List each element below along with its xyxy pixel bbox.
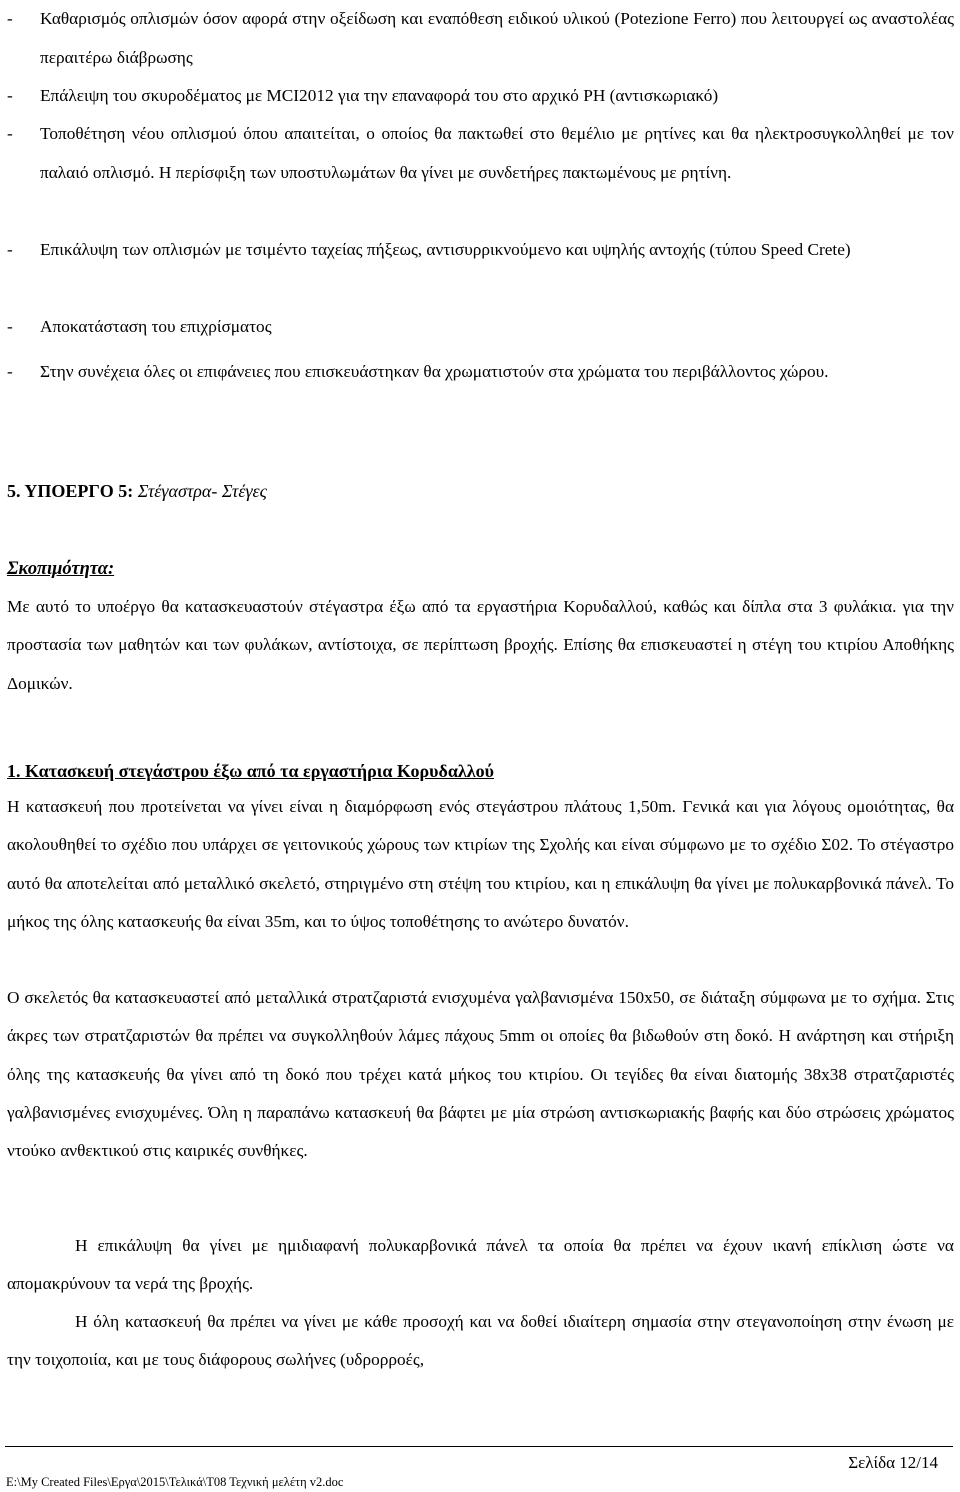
section-number: 5. ΥΠΟΕΡΓΟ 5: [7,481,134,501]
purpose-paragraph: Με αυτό το υποέργο θα κατασκευαστούν στέγαστρα έξω από τα εργαστήρια Κορυδαλλού, καθώς και δίπλα στα 3 φυλάκια. για την προστασία των μαθητών και των φυλάκων, αντίστοιχα, σε περίπτωση βροχής. Επίσης θα επισκευαστεί η στέγη του κτιρίου Αποθήκης Δομικών. [7,597,954,693]
bullet-text: Επικάλυψη των οπλισμών με τσιμέντο ταχείας πήξεως, αντισυρρικνούμενο και υψηλής αντοχής (τύπου Speed Crete) [40,240,851,259]
subsection-heading: 1. Κατασκευή στεγάστρου έξω από τα εργαστήρια Κορυδαλλού [7,761,494,781]
section-heading [7,476,267,506]
section-title: Στέγαστρα- Στέγες [137,481,267,501]
file-path: E:\My Created Files\Εργα\2015\Τελικά\Τ08 Τεχνική μελέτη v2.doc [6,1475,344,1489]
bullet-item [7,77,954,116]
bullet-dash: - [7,240,13,259]
footer-divider [5,1446,953,1447]
bullet-text: Αποκατάσταση του επιχρίσματος [40,317,272,336]
bullet-item [7,231,954,270]
body-paragraph: Η όλη κατασκευή θα πρέπει να γίνει με κάθε προσοχή και να δοθεί ιδιαίτερη σημασία στην στεγανοποίηση στην ένωση με την τοιχοποιία, και με τους διάφορους σωλήνες (υδρορροές, [7,1312,954,1370]
bullet-text: Στην συνέχεια όλες οι επιφάνειες που επισκευάστηκαν θα χρωματιστούν στα χρώματα του περιβάλλοντος χώρου. [40,362,829,381]
body-paragraph: Η επικάλυψη θα γίνει με ημιδιαφανή πολυκαρβονικά πάνελ τα οποία θα πρέπει να έχουν ικανή επίκλιση ώστε να απομακρύνουν τα νερά της βροχής. [7,1236,954,1294]
bullet-dash: - [7,362,13,381]
bullet-text: Επάλειψη του σκυροδέματος με MCI2012 για την επαναφορά του στο αρχικό PH (αντισκωριακό) [40,86,719,105]
bullet-dash: - [7,86,13,105]
bullet-item [7,353,954,392]
bullet-item [7,115,954,192]
bullet-dash: - [7,9,13,28]
body-paragraph: Η κατασκευή που προτείνεται να γίνει είναι η διαμόρφωση ενός στεγάστρου πλάτους 1,50m. Γενικά και για λόγους ομοιότητας, θα ακολουθηθεί το σχέδιο που υπάρχει σε γειτονικούς χώρους των κτιρίων της Σχολής και είναι σύμφωνο με το σχέδιο Σ02. Το στέγαστρο αυτό θα αποτελείται από μεταλλικό σκελετό, στηριγμένο στη στέψη του κτιρίου, και η επικάλυψη θα γίνει με πολυκαρβονικά πάνελ. Το μήκος της όλης κατασκευής θα είναι 35m, και το ύψος τοποθέτησης το ανώτερο δυνατόν. [7,797,954,931]
bullet-text: Καθαρισμός οπλισμών όσον αφορά στην οξείδωση και εναπόθεση ειδικού υλικού (Potezione Ferro) που λειτουργεί ως αναστολέας περαιτέρω διάβρωσης [40,9,954,67]
body-paragraph: Ο σκελετός θα κατασκευαστεί από μεταλλικά στρατζαριστά ενισχυμένα γαλβανισμένα 150x50, σε διάταξη σύμφωνα με το σχήμα. Στις άκρες των στρατζαριστών θα πρέπει να συγκολληθούν λάμες πάχους 5mm οι οποίες θα βιδωθούν στη δοκό. Η ανάρτηση και στήριξη όλης της κατασκευής θα γίνει από τη δοκό που τρέχει κατά μήκος του κτιρίου. Οι τεγίδες θα είναι διατομής 38x38 στρατζαριστές γαλβανισμένες ενισχυμένες. Όλη η παραπάνω κατασκευή θα βάφτει με μία στρώση αντισκωριακής βαφής και δύο στρώσεις χρώματος ντούκο ανθεκτικού στις καιρικές συνθήκες. [7,988,954,1161]
purpose-heading: Σκοπιμότητα: [7,559,115,579]
bullet-text: Τοποθέτηση νέου οπλισμού όπου απαιτείται, ο οποίος θα πακτωθεί στο θεμέλιο με ρητίνες και θα ηλεκτροσυγκολληθεί με τον παλαιό οπλισμό. Η περίσφιξη των υποστυλωμάτων θα γίνει με συνδετήρες πακτωμένους με ρητίνη. [40,124,954,182]
bullet-item [7,0,954,77]
bullet-item [7,308,954,347]
bullet-dash: - [7,317,13,336]
page-number: Σελίδα 12/14 [848,1453,938,1472]
bullet-dash: - [7,124,13,143]
